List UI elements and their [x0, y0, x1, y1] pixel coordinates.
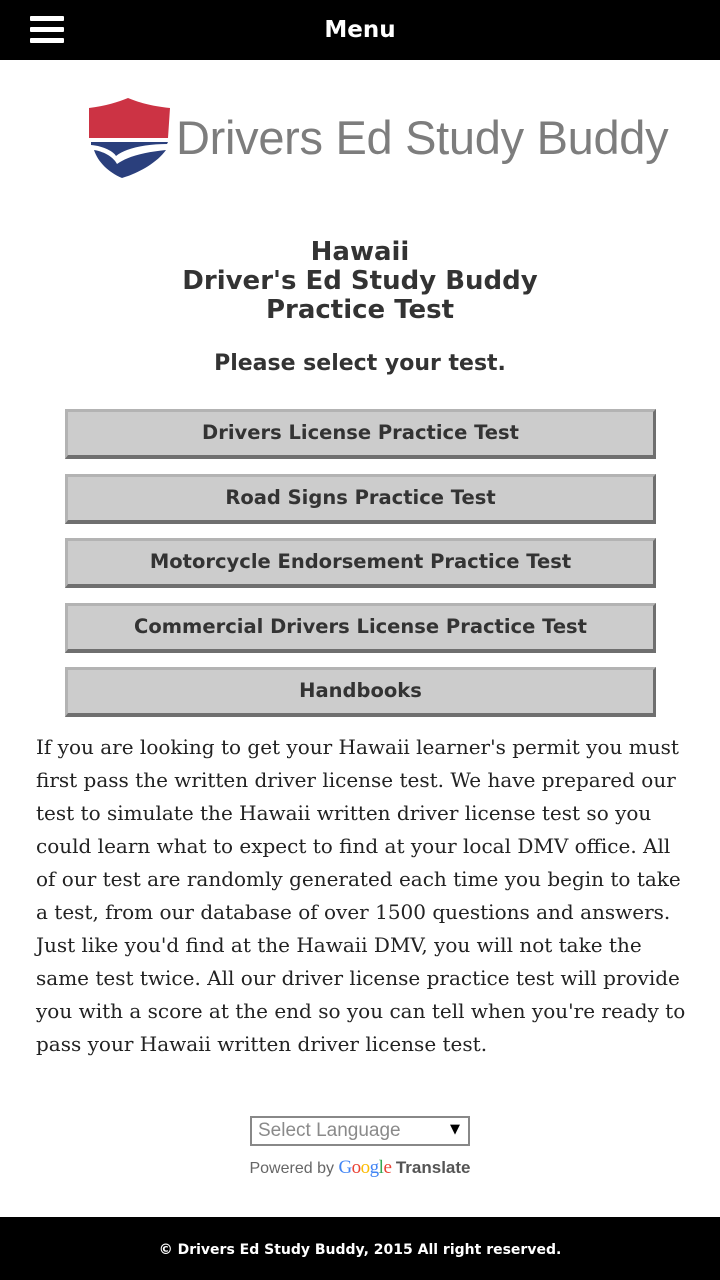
- top-navigation-bar: [0, 0, 720, 60]
- motorcycle-endorsement-test-button[interactable]: Motorcycle Endorsement Practice Test: [65, 538, 656, 588]
- road-signs-test-button[interactable]: Road Signs Practice Test: [65, 474, 656, 524]
- language-select-value: Select Language: [258, 1120, 401, 1141]
- google-logo: Google: [338, 1157, 392, 1178]
- commercial-drivers-license-test-button[interactable]: Commercial Drivers License Practice Test: [65, 603, 656, 653]
- translate-link[interactable]: Translate: [395, 1158, 471, 1177]
- logo-text: Drivers Ed Study Buddy: [176, 111, 669, 164]
- drivers-license-test-button[interactable]: Drivers License Practice Test: [65, 409, 656, 459]
- copyright-text: © Drivers Ed Study Buddy, 2015 All right reserved.: [158, 1242, 562, 1258]
- title-state: Hawaii: [310, 237, 410, 267]
- powered-by-google-translate: [0, 1157, 720, 1179]
- footer: [0, 1217, 720, 1280]
- dropdown-arrow-icon: ▼: [450, 1122, 460, 1137]
- description-paragraph: If you are looking to get your Hawaii learner's permit you must first pass the written driver license test. We have prepared our test to simulate the Hawaii written driver license test so you could learn what to expect to find at your local DMV office. All of our test are randomly generated each time you begin to take a test, from our database of over 1500 questions and answers. Just like you'd find at the Hawaii DMV, you will not take the same test twice. All our driver license practice test will provide you with a score at the end so you can tell when you're ready to pass your Hawaii written driver license test.: [36, 735, 686, 1056]
- title-brand: Driver's Ed Study Buddy: [182, 266, 538, 296]
- title-test: Practice Test: [265, 295, 455, 325]
- powered-by-label: Powered by: [249, 1160, 334, 1177]
- menu-title[interactable]: Menu: [324, 17, 396, 43]
- shield-icon: [86, 98, 170, 178]
- language-select[interactable]: [250, 1116, 470, 1146]
- select-test-prompt: Please select your test.: [214, 351, 506, 376]
- handbooks-button[interactable]: Handbooks: [65, 667, 656, 717]
- page-title: [0, 238, 720, 325]
- site-logo[interactable]: [86, 96, 669, 180]
